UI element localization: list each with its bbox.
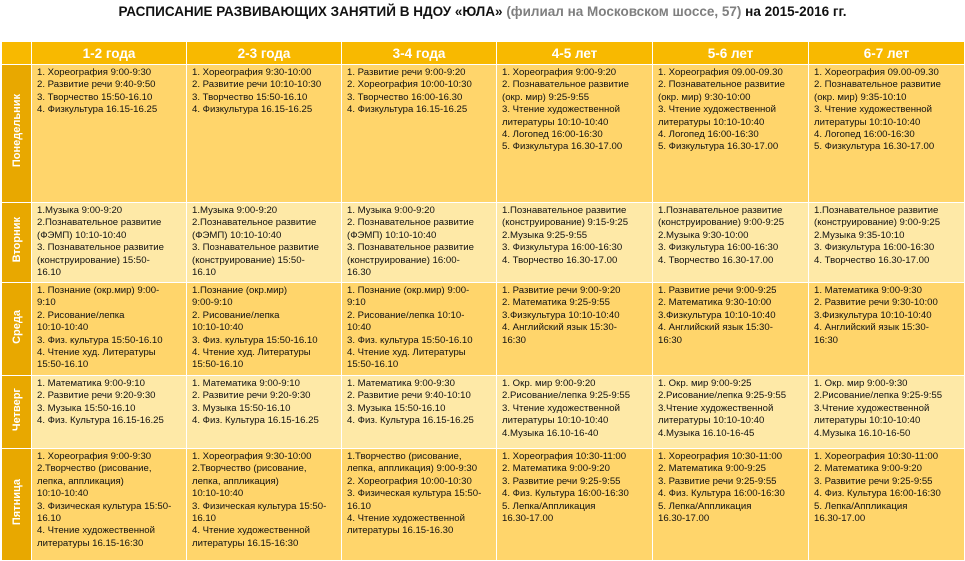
schedule-cell: [497, 283, 653, 376]
schedule-line: 3. Музыка 15:50-16.10: [347, 402, 446, 414]
schedule-line: 2.Рисование/лепка 9:25-9:55: [658, 390, 787, 402]
schedule-line: 4. Английский язык 15:30-: [814, 322, 929, 334]
schedule-cell: [342, 203, 497, 283]
schedule-line: (ФЭМП) 10:10-10:40: [347, 229, 437, 241]
schedule-line: 2. Хореография 10:00-10:30: [347, 475, 472, 487]
schedule-line: 16.30: [347, 267, 372, 279]
schedule-line: 5. Физкультура 16.30-17.00: [502, 141, 623, 153]
schedule-line: 3. Развитие речи 9:25-9:55: [658, 475, 777, 487]
schedule-line: 3. Познавательное развитие: [37, 242, 164, 254]
schedule-line: 1. Хореография 10:30-11:00: [658, 451, 783, 462]
schedule-line: 4. Чтение худ. Литературы: [347, 347, 466, 359]
schedule-line: 2.Познавательное развитие: [192, 217, 317, 229]
schedule-line: (ФЭМП) 10:10-10:40: [192, 229, 282, 241]
day-label-text: Пятница: [10, 478, 23, 526]
schedule-cell: [342, 283, 497, 376]
schedule-line: 1. Хореография 09.00-09.30: [814, 67, 939, 78]
schedule-line: 3. Физкультура 16:00-16:30: [814, 242, 935, 254]
schedule-line: лепка, аппликация) 9:00-9:30: [347, 463, 478, 475]
col-header-age: 5-6 лет: [653, 42, 809, 65]
schedule-line: 3.Физкультура 10:10-10:40: [502, 309, 620, 321]
col-header-age: 4-5 лет: [497, 42, 653, 65]
title-branch: (филиал на Московском шоссе, 57): [506, 4, 742, 19]
schedule-line: литературы 16.15-16:30: [37, 537, 144, 549]
schedule-line: (конструирование) 9:00-9:25: [814, 217, 941, 229]
schedule-line: 16.10: [192, 267, 217, 279]
schedule-line: 16:30: [814, 334, 839, 346]
schedule-line: 16.30-17.00: [814, 513, 866, 525]
schedule-line: 4. Физ. Культура 16.15-16.25: [192, 415, 319, 427]
schedule-line: 16.30-17.00: [502, 513, 554, 525]
schedule-line: 16:30: [658, 334, 683, 346]
schedule-line: 9:00-9:10: [192, 297, 233, 309]
schedule-line: 4. Физ. Культура 16:00-16:30: [814, 488, 941, 500]
day-label-text: Понедельник: [10, 94, 23, 168]
schedule-cell: [187, 376, 342, 449]
schedule-cell: [653, 65, 809, 203]
day-label: [2, 203, 32, 283]
schedule-line: 3. Чтение художественной: [814, 104, 933, 116]
corner-cell: [2, 42, 32, 65]
schedule-line: 3. Творчество 15:50-16.10: [37, 91, 153, 103]
schedule-line: 2. Познавательное развитие: [502, 79, 629, 91]
schedule-line: 4. Чтение художественной: [37, 525, 156, 537]
schedule-line: 1.Творчество (рисование,: [347, 451, 462, 462]
schedule-line: 16.30-17.00: [658, 513, 710, 525]
schedule-line: литературы 10:10-10:40: [814, 116, 921, 128]
schedule-line: 2. Развитие речи 9:40-10:10: [347, 390, 471, 402]
schedule-line: 1. Хореография 9:00-9:20: [502, 67, 617, 78]
schedule-line: 1.Познавательное развитие: [502, 205, 627, 216]
page-title: [0, 4, 965, 19]
schedule-cell: [653, 376, 809, 449]
schedule-line: 3. Физ. культура 15:50-16.10: [347, 334, 473, 346]
schedule-line: 2. Математика 9:25-9:55: [502, 297, 610, 309]
schedule-line: лепка, аппликация): [192, 475, 279, 487]
schedule-line: 4. Физкультура 16.15-16.25: [347, 104, 468, 116]
schedule-line: 4. Физ. Культура 16:00-16:30: [502, 488, 629, 500]
schedule-line: 3. Познавательное развитие: [192, 242, 319, 254]
schedule-line: 1.Познание (окр.мир): [192, 285, 288, 296]
schedule-line: 2. Развитие речи 10:10-10:30: [192, 79, 322, 91]
schedule-cell: [497, 376, 653, 449]
day-row-thursday: [2, 376, 965, 449]
schedule-cell: [187, 203, 342, 283]
schedule-line: 4.Музыка 16.10-16-50: [814, 427, 911, 439]
schedule-line: 1.Познавательное развитие: [814, 205, 939, 216]
schedule-line: 4. Творчество 16.30-17.00: [814, 254, 930, 266]
schedule-line: 3. Физ. культура 15:50-16.10: [192, 334, 318, 346]
day-label: [2, 65, 32, 203]
schedule-line: 1. Хореография 9:30-10:00: [192, 451, 312, 462]
schedule-cell: [653, 283, 809, 376]
schedule-line: 4. Английский язык 15:30-: [658, 322, 773, 334]
schedule-line: 2. Математика 9:30-10:00: [658, 297, 772, 309]
schedule-cell: [342, 449, 497, 561]
schedule-line: (окр. мир) 9:35-10:10: [814, 91, 907, 103]
schedule-line: 4. Физкультура 16.15-16.25: [192, 104, 313, 116]
day-label: [2, 376, 32, 449]
schedule-line: 2. Рисование/лепка 10:10-: [347, 309, 465, 321]
day-label-text: Четверг: [10, 387, 23, 432]
schedule-line: (конструирование) 15:50-: [192, 254, 305, 266]
schedule-cell: [187, 65, 342, 203]
schedule-line: литературы 10:10-10:40: [814, 415, 921, 427]
schedule-line: 2. Развитие речи 9:30-10:00: [814, 297, 938, 309]
schedule-line: 2.Творчество (рисование,: [37, 463, 152, 475]
schedule-line: 2.Музыка 9:30-10:00: [658, 229, 749, 241]
schedule-line: 10:40: [347, 322, 372, 334]
schedule-line: литературы 16.15-16.30: [347, 525, 454, 537]
schedule-line: 10:10-10:40: [192, 322, 244, 334]
schedule-cell: [32, 376, 187, 449]
schedule-line: 1. Хореография 10:30-11:00: [814, 451, 939, 462]
schedule-line: 10:10-10:40: [37, 322, 89, 334]
schedule-line: литературы 16.15-16:30: [192, 537, 299, 549]
schedule-line: 2. Развитие речи 9:20-9:30: [192, 390, 311, 402]
schedule-line: литературы 10:10-10:40: [502, 415, 609, 427]
schedule-cell: [809, 203, 965, 283]
schedule-line: 2.Творчество (рисование,: [192, 463, 307, 475]
schedule-cell: [497, 449, 653, 561]
schedule-line: 5. Лепка/Аппликация: [658, 500, 752, 512]
schedule-cell: [809, 283, 965, 376]
schedule-cell: [497, 65, 653, 203]
schedule-line: 10:10-10:40: [192, 488, 244, 500]
schedule-line: 3. Физкультура 16:00-16:30: [658, 242, 779, 254]
schedule-line: 16.10: [347, 500, 372, 512]
day-label-text: Вторник: [10, 217, 23, 263]
col-header-age: 6-7 лет: [809, 42, 965, 65]
schedule-line: 16:30: [502, 334, 527, 346]
schedule-line: 4. Физ. Культура 16.15-16.25: [37, 415, 164, 427]
schedule-line: 4. Творчество 16.30-17.00: [658, 254, 774, 266]
schedule-cell: [342, 65, 497, 203]
schedule-cell: [342, 376, 497, 449]
schedule-cell: [809, 449, 965, 561]
schedule-line: 1. Познание (окр.мир) 9:00-: [347, 285, 470, 296]
schedule-cell: [653, 203, 809, 283]
schedule-line: (ФЭМП) 10:10-10:40: [37, 229, 127, 241]
schedule-line: 3.Физкультура 10:10-10:40: [658, 309, 776, 321]
schedule-cell: [809, 65, 965, 203]
schedule-line: 3. Чтение художественной: [502, 402, 621, 414]
schedule-line: 15:50-16.10: [37, 359, 89, 371]
schedule-line: 5. Лепка/Аппликация: [502, 500, 596, 512]
schedule-line: 3. Развитие речи 9:25-9:55: [814, 475, 933, 487]
schedule-table: [1, 41, 965, 561]
schedule-line: (конструирование) 9:00-9:25: [658, 217, 785, 229]
schedule-line: 1. Хореография 9:00-9:30: [37, 67, 152, 78]
schedule-line: 1.Познавательное развитие: [658, 205, 783, 216]
schedule-line: 1. Окр. мир 9:00-9:25: [658, 378, 752, 389]
day-row-wednesday: [2, 283, 965, 376]
day-row-friday: [2, 449, 965, 561]
schedule-cell: [497, 203, 653, 283]
schedule-cell: [187, 283, 342, 376]
schedule-line: литературы 10:10-10:40: [502, 116, 609, 128]
schedule-line: 4. Логопед 16:00-16:30: [502, 129, 603, 141]
schedule-line: 3. Чтение художественной: [502, 104, 621, 116]
schedule-cell: [32, 449, 187, 561]
schedule-line: 2. Познавательное развитие: [814, 79, 941, 91]
schedule-line: 15:50-16.10: [192, 359, 244, 371]
schedule-line: 3. Чтение художественной: [658, 104, 777, 116]
schedule-line: 1. Познание (окр.мир) 9:00-: [37, 285, 160, 296]
schedule-line: 4. Физкультура 16.15-16.25: [37, 104, 158, 116]
schedule-line: 10:10-10:40: [37, 488, 89, 500]
schedule-line: 2. Рисование/лепка: [37, 309, 125, 321]
schedule-line: 2. Математика 9:00-9:20: [814, 463, 922, 475]
schedule-line: 2. Математика 9:00-9:25: [658, 463, 766, 475]
schedule-line: 3. Развитие речи 9:25-9:55: [502, 475, 621, 487]
schedule-line: (конструирование) 15:50-: [37, 254, 150, 266]
schedule-line: 4. Логопед 16:00-16:30: [814, 129, 915, 141]
schedule-line: 1. Математика 9:00-9:30: [814, 285, 922, 296]
schedule-cell: [653, 449, 809, 561]
schedule-cell: [809, 376, 965, 449]
schedule-line: 1. Математика 9:00-9:30: [347, 378, 455, 389]
schedule-line: 1. Музыка 9:00-9:20: [347, 205, 435, 216]
schedule-line: 3. Физическая культура 15:50-: [192, 500, 327, 512]
schedule-line: 4. Чтение художественной: [347, 513, 466, 525]
schedule-line: литературы 10:10-10:40: [658, 116, 765, 128]
schedule-line: 2. Развитие речи 9:20-9:30: [37, 390, 156, 402]
schedule-line: 3.Физкультура 10:10-10:40: [814, 309, 932, 321]
day-label-text: Среда: [10, 309, 23, 344]
schedule-line: 1. Хореография 9:30-10:00: [192, 67, 312, 78]
day-row-tuesday: [2, 203, 965, 283]
schedule-line: 2.Музыка 9:25-9:55: [502, 229, 588, 241]
schedule-line: 3. Музыка 15:50-16.10: [37, 402, 136, 414]
schedule-line: 3. Творчество 15:50-16.10: [192, 91, 308, 103]
schedule-line: 2. Математика 9:00-9:20: [502, 463, 610, 475]
schedule-body: [2, 65, 965, 561]
col-header-age: 2-3 года: [187, 42, 342, 65]
header-row: [2, 42, 965, 65]
schedule-line: 4.Музыка 16.10-16-40: [502, 427, 599, 439]
schedule-line: лепка, аппликация): [37, 475, 124, 487]
schedule-line: 4. Чтение художественной: [192, 525, 311, 537]
schedule-line: 5. Лепка/Аппликация: [814, 500, 908, 512]
schedule-line: 1. Хореография 10:30-11:00: [502, 451, 627, 462]
schedule-line: (конструирование) 16:00-: [347, 254, 460, 266]
schedule-line: 2. Познавательное развитие: [658, 79, 785, 91]
schedule-line: 4. Физ. Культура 16.15-16.25: [347, 415, 474, 427]
schedule-line: 3.Чтение художественной: [658, 402, 774, 414]
schedule-line: 3. Познавательное развитие: [347, 242, 474, 254]
schedule-cell: [187, 449, 342, 561]
schedule-line: 3. Физкультура 16:00-16:30: [502, 242, 623, 254]
schedule-line: 15:50-16.10: [347, 359, 399, 371]
schedule-line: 9:10: [37, 297, 56, 309]
day-label: [2, 449, 32, 561]
schedule-line: 16.10: [37, 267, 62, 279]
schedule-line: 1. Развитие речи 9:00-9:20: [502, 285, 621, 296]
schedule-cell: [32, 203, 187, 283]
schedule-line: 3. Физическая культура 15:50-: [37, 500, 172, 512]
schedule-line: литературы 10:10-10:40: [658, 415, 765, 427]
title-main: РАСПИСАНИЕ РАЗВИВАЮЩИХ ЗАНЯТИЙ В НДОУ «ЮЛА»: [118, 4, 503, 19]
title-years: на 2015-2016 гг.: [745, 4, 847, 19]
schedule-line: 1. Математика 9:00-9:10: [192, 378, 300, 389]
day-label: [2, 283, 32, 376]
col-header-age: 1-2 года: [32, 42, 187, 65]
schedule-line: (конструирование) 9:15-9:25: [502, 217, 629, 229]
schedule-line: 1. Развитие речи 9:00-9:25: [658, 285, 777, 296]
schedule-line: 5. Физкультура 16.30-17.00: [814, 141, 935, 153]
schedule-line: 2.Рисование/лепка 9:25-9:55: [814, 390, 943, 402]
schedule-line: 3. Физическая культура 15:50-: [347, 488, 482, 500]
schedule-line: (окр. мир) 9:30-10:00: [658, 91, 751, 103]
schedule-line: 2. Хореография 10:00-10:30: [347, 79, 472, 91]
schedule-line: 5. Физкультура 16.30-17.00: [658, 141, 779, 153]
schedule-line: 1. Окр. мир 9:00-9:30: [814, 378, 908, 389]
schedule-line: 2. Развитие речи 9:40-9:50: [37, 79, 156, 91]
schedule-line: 1.Музыка 9:00-9:20: [192, 205, 278, 216]
schedule-line: 3. Творчество 16:00-16.30: [347, 91, 463, 103]
schedule-cell: [32, 65, 187, 203]
schedule-line: 4. Чтение худ. Литературы: [37, 347, 156, 359]
schedule-line: (окр. мир) 9:25-9:55: [502, 91, 590, 103]
schedule-line: 2.Музыка 9:35-10:10: [814, 229, 905, 241]
day-row-monday: [2, 65, 965, 203]
schedule-line: 9:10: [347, 297, 366, 309]
schedule-line: 4. Чтение худ. Литературы: [192, 347, 311, 359]
schedule-line: 2. Познавательное развитие: [347, 217, 474, 229]
schedule-line: 4. Английский язык 15:30-: [502, 322, 617, 334]
schedule-line: 3. Физ. культура 15:50-16.10: [37, 334, 163, 346]
schedule-line: 4.Музыка 16.10-16-45: [658, 427, 755, 439]
schedule-line: 3.Чтение художественной: [814, 402, 930, 414]
col-header-age: 3-4 года: [342, 42, 497, 65]
schedule-line: 2.Рисование/лепка 9:25-9:55: [502, 390, 631, 402]
schedule-line: 3. Музыка 15:50-16.10: [192, 402, 291, 414]
schedule-line: 1. Хореография 09.00-09.30: [658, 67, 783, 78]
schedule-line: 2. Рисование/лепка: [192, 309, 280, 321]
schedule-line: 1. Хореография 9:00-9:30: [37, 451, 152, 462]
schedule-line: 4. Физ. Культура 16:00-16:30: [658, 488, 785, 500]
schedule-line: 16.10: [192, 513, 217, 525]
schedule-line: 4. Логопед 16:00-16:30: [658, 129, 759, 141]
schedule-line: 1.Музыка 9:00-9:20: [37, 205, 123, 216]
schedule-line: 2.Познавательное развитие: [37, 217, 162, 229]
schedule-line: 1. Развитие речи 9:00-9:20: [347, 67, 466, 78]
schedule-cell: [32, 283, 187, 376]
schedule-line: 4. Творчество 16.30-17.00: [502, 254, 618, 266]
schedule-line: 16.10: [37, 513, 62, 525]
schedule-line: 1. Математика 9:00-9:10: [37, 378, 145, 389]
schedule-line: 1. Окр. мир 9:00-9:20: [502, 378, 596, 389]
